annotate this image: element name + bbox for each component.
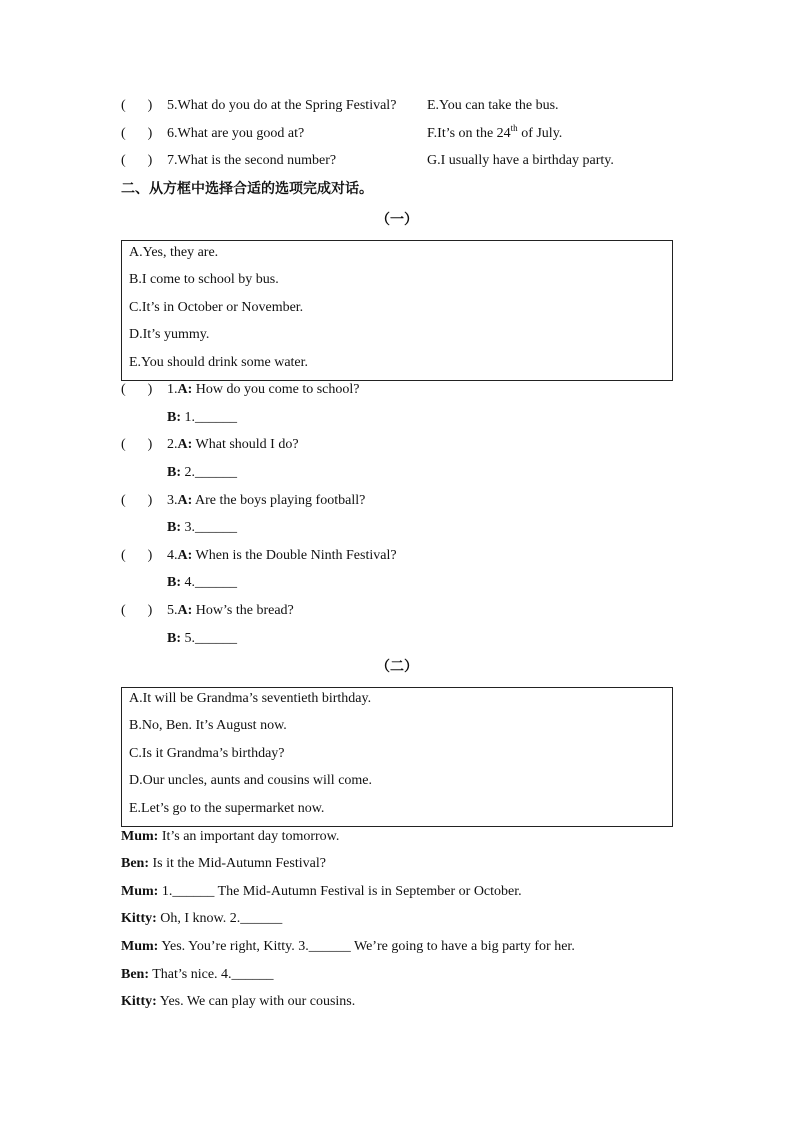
options-box-2: [121, 687, 673, 827]
question-text: 6.What are you good at?: [167, 126, 305, 141]
line-text: Yes. We can play with our cousins.: [159, 994, 356, 1009]
paren-close: ): [147, 548, 153, 563]
match-answer-e: E.You can take the bus.: [427, 98, 559, 113]
paren-open: (: [121, 153, 126, 168]
item-number: 1.: [167, 382, 178, 397]
speaker-label: Ben:: [121, 856, 149, 871]
paren-close: ): [147, 126, 153, 141]
subsection-1-title: （一）: [376, 212, 418, 228]
paren-close: ): [147, 603, 153, 618]
speaker-a-label: A:: [177, 493, 193, 508]
conversation-line-3: [121, 883, 522, 901]
speaker-a-text: How’s the bread?: [195, 603, 294, 618]
paren-close: ): [147, 98, 153, 113]
line-text: Yes. You’re right, Kitty. 3.______ We’re going to have a big party for her.: [161, 939, 575, 954]
dialog-2-question: [121, 436, 299, 454]
match-item-6: [121, 125, 304, 143]
paren-open: (: [121, 548, 126, 563]
dialog-3-answer: [167, 519, 237, 537]
conversation-line-4: [121, 910, 282, 928]
speaker-a-label: A:: [177, 548, 193, 563]
question-text: 5.What do you do at the Spring Festival?: [167, 98, 397, 113]
speaker-b-label: B:: [167, 465, 181, 480]
speaker-b-label: B:: [167, 575, 181, 590]
answer-blank: 1.______: [184, 410, 237, 425]
option-b: B.No, Ben. It’s August now.: [129, 718, 287, 733]
section-2-heading: 二、从方框中选择合适的选项完成对话。: [121, 181, 373, 197]
line-text: Oh, I know. 2.______: [160, 911, 283, 926]
speaker-label: Mum:: [121, 829, 159, 844]
paren-open: (: [121, 437, 126, 452]
dialog-4-answer: [167, 574, 237, 592]
paren-close: ): [147, 437, 153, 452]
line-text: 1.______ The Mid-Autumn Festival is in September or October.: [161, 884, 522, 899]
answer-blank: 2.______: [184, 465, 237, 480]
speaker-a-text: When is the Double Ninth Festival?: [195, 548, 397, 563]
speaker-a-label: A:: [177, 382, 193, 397]
speaker-label: Ben:: [121, 967, 149, 982]
paren-open: (: [121, 98, 126, 113]
speaker-label: Kitty:: [121, 911, 157, 926]
line-text: It’s an important day tomorrow.: [161, 829, 340, 844]
paren-open: (: [121, 126, 126, 141]
option-c: C.Is it Grandma’s birthday?: [129, 746, 285, 761]
options-box-1: [121, 240, 673, 381]
dialog-3-question: [121, 492, 365, 510]
option-e: E.You should drink some water.: [129, 355, 309, 370]
paren-open: (: [121, 493, 126, 508]
conversation-line-6: [121, 966, 274, 984]
dialog-4-question: [121, 547, 397, 565]
ordinal-suffix: th: [510, 123, 518, 133]
dialog-5-question: [121, 602, 294, 620]
paren-open: (: [121, 603, 126, 618]
dialog-5-answer: [167, 630, 237, 648]
option-e: E.Let’s go to the supermarket now.: [129, 801, 325, 816]
speaker-b-label: B:: [167, 520, 181, 535]
speaker-a-label: A:: [177, 437, 193, 452]
speaker-label: Kitty:: [121, 994, 157, 1009]
speaker-label: Mum:: [121, 884, 159, 899]
match-answer-f: [427, 125, 562, 143]
line-text: Is it the Mid-Autumn Festival?: [152, 856, 326, 871]
match-answer-g: G.I usually have a birthday party.: [427, 153, 614, 168]
paren-close: ): [147, 493, 153, 508]
option-d: D.Our uncles, aunts and cousins will come.: [129, 773, 373, 788]
conversation-line-7: [121, 993, 355, 1011]
option-c: C.It’s in October or November.: [129, 300, 304, 315]
option-a: A.It will be Grandma’s seventieth birthday.: [129, 691, 372, 706]
speaker-a-text: What should I do?: [195, 437, 299, 452]
paren-close: ): [147, 382, 153, 397]
paren-open: (: [121, 382, 126, 397]
dialog-1-question: [121, 381, 359, 399]
answer-blank: 4.______: [184, 575, 237, 590]
conversation-line-1: [121, 828, 339, 846]
item-number: 5.: [167, 603, 178, 618]
speaker-a-text: How do you come to school?: [195, 382, 360, 397]
option-a: A.Yes, they are.: [129, 245, 219, 260]
item-number: 3.: [167, 493, 178, 508]
line-text: That’s nice. 4.______: [152, 967, 274, 982]
conversation-line-2: [121, 855, 326, 873]
item-number: 4.: [167, 548, 178, 563]
speaker-label: Mum:: [121, 939, 159, 954]
speaker-b-label: B:: [167, 631, 181, 646]
subsection-2-title: （二）: [376, 659, 418, 675]
speaker-a-text: Are the boys playing football?: [195, 493, 366, 508]
option-d: D.It’s yummy.: [129, 327, 210, 342]
conversation-line-5: [121, 938, 575, 956]
question-text: 7.What is the second number?: [167, 153, 337, 168]
speaker-a-label: A:: [177, 603, 193, 618]
dialog-1-answer: [167, 409, 237, 427]
answer-blank: 5.______: [184, 631, 237, 646]
paren-close: ): [147, 153, 153, 168]
match-item-5: [121, 97, 396, 115]
option-b: B.I come to school by bus.: [129, 272, 279, 287]
dialog-2-answer: [167, 464, 237, 482]
answer-text: F.It’s on the 24: [427, 126, 511, 141]
answer-text-end: of July.: [517, 126, 563, 141]
match-item-7: [121, 152, 336, 170]
item-number: 2.: [167, 437, 178, 452]
answer-blank: 3.______: [184, 520, 237, 535]
speaker-b-label: B:: [167, 410, 181, 425]
